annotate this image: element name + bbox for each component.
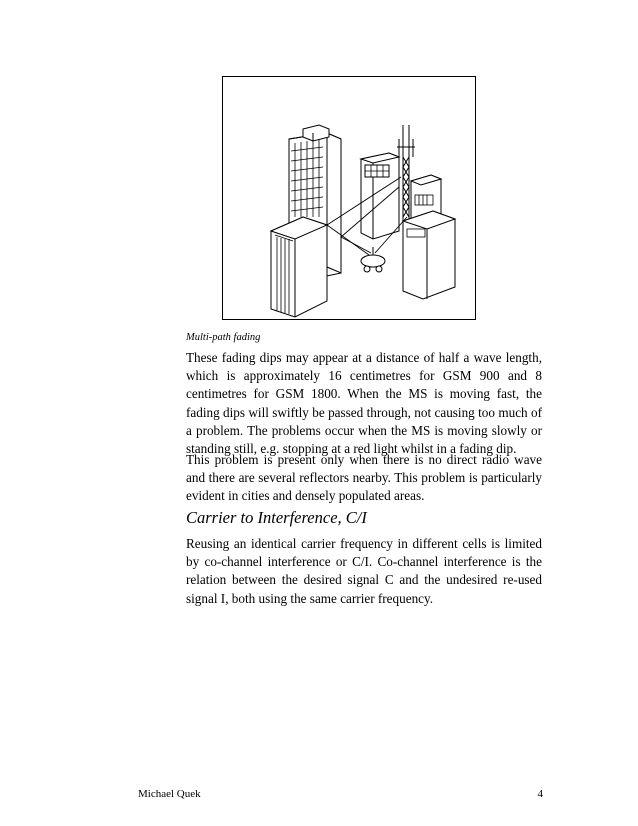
paragraph-carrier-interference: Reusing an identical carrier frequency in different cells is limited by co-channel interference or C/I. Co-channel interference is the relation between the desired signal C and the undesired re-used signal I, both using the same carrier frequency. [186,536,542,606]
middle-building [361,153,399,239]
figure-caption: Multi-path fading [186,332,261,343]
right-front-building [403,211,455,299]
footer-author: Michael Quek [138,788,201,800]
multipath-figure [222,76,476,320]
mobile-station-icon [361,247,385,272]
paragraph-fading-dips: These fading dips may appear at a distance of half a wave length, which is approximately 16 centimetres for GSM 900 and 8 centimetres for GSM 1800. When the MS is moving fast, the fading dips will swiftly be passed through, not causing too much of a problem. The problems occur when the MS is moving slowly or standing still, e.g. stopping at a red light whilst in a fading dip. [186,350,542,457]
front-left-building [271,217,327,317]
paragraph-reflectors: This problem is present only when there is no direct radio wave and there are several reflectors nearby. This problem is particularly evident in cities and densely populated areas. [186,452,542,504]
city-buildings-illustration [223,77,475,319]
page-number: 4 [537,788,543,800]
section-heading: Carrier to Interference, C/I [186,508,367,527]
